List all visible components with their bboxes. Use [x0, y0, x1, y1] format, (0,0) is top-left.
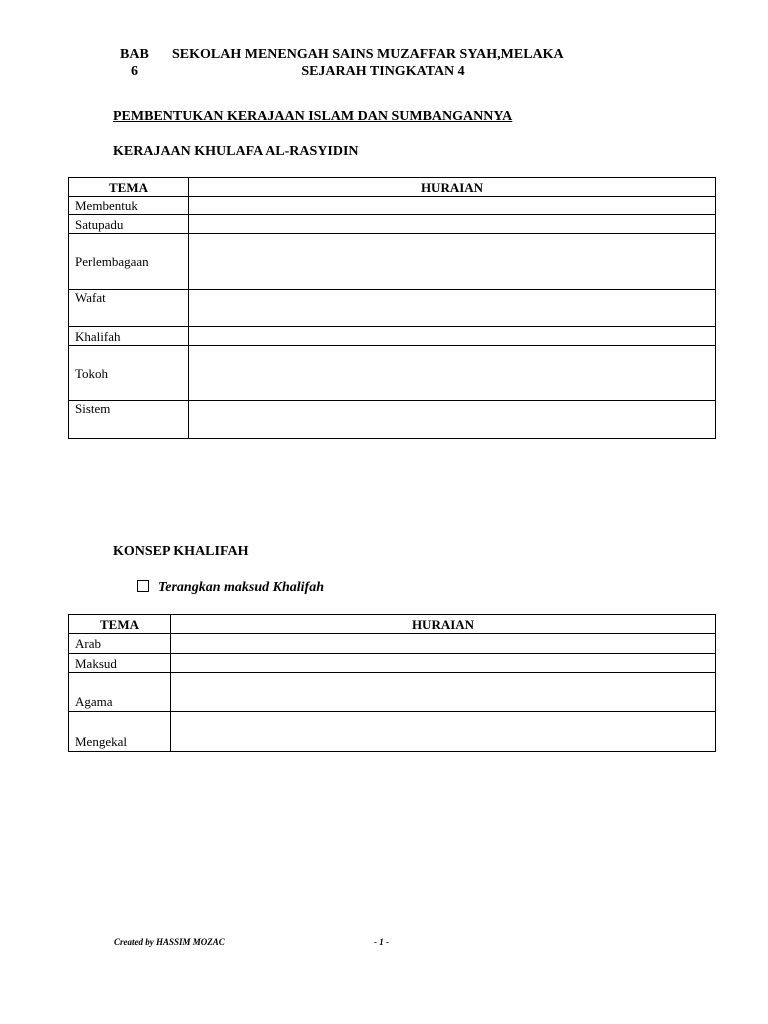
row-tema: Arab: [69, 634, 171, 654]
row-tema: Maksud: [69, 654, 171, 673]
row-tema: Wafat: [69, 290, 189, 327]
row-tema: Tokoh: [69, 346, 189, 401]
row-tema: Mengekal: [69, 712, 171, 752]
checkbox-bullet-icon: [137, 580, 149, 592]
row-huraian[interactable]: [189, 234, 716, 290]
row-huraian[interactable]: [171, 634, 716, 654]
table-row: [69, 215, 716, 234]
table-row: [69, 401, 716, 439]
table-row: [69, 290, 716, 327]
table-khulafa: [68, 177, 716, 439]
bullet-instruction: [137, 579, 324, 596]
row-huraian[interactable]: [171, 673, 716, 712]
table-row: [69, 673, 716, 712]
column-header-huraian: HURAIAN: [189, 178, 716, 197]
row-huraian[interactable]: [189, 290, 716, 327]
row-tema: Perlembagaan: [69, 234, 189, 290]
subject-title: SEJARAH TINGKATAN 4: [301, 64, 465, 79]
table-row: [69, 346, 716, 401]
chapter-label: BAB: [120, 47, 149, 62]
row-tema: Agama: [69, 673, 171, 712]
page-number: - 1 -: [374, 937, 389, 947]
table-row: [69, 654, 716, 673]
page-title: PEMBENTUKAN KERAJAAN ISLAM DAN SUMBANGANNYA: [113, 109, 513, 124]
table-row: [69, 197, 716, 215]
column-header-tema: TEMA: [69, 178, 189, 197]
row-huraian[interactable]: [189, 327, 716, 346]
table-konsep: [68, 614, 716, 752]
row-huraian[interactable]: [189, 346, 716, 401]
section-title-konsep: KONSEP KHALIFAH: [113, 544, 249, 559]
footer-credit: Created by HASSIM MOZAC: [114, 937, 225, 947]
table-row: [69, 234, 716, 290]
table-header-row: [69, 615, 716, 634]
row-tema: Khalifah: [69, 327, 189, 346]
row-tema: Membentuk: [69, 197, 189, 215]
row-huraian[interactable]: [171, 712, 716, 752]
table-row: [69, 712, 716, 752]
row-tema: Sistem: [69, 401, 189, 439]
section-title-khulafa: KERAJAAN KHULAFA AL-RASYIDIN: [113, 144, 359, 159]
table-header-row: [69, 178, 716, 197]
row-huraian[interactable]: [189, 197, 716, 215]
row-huraian[interactable]: [171, 654, 716, 673]
table-row: [69, 327, 716, 346]
table-row: [69, 634, 716, 654]
row-tema: Satupadu: [69, 215, 189, 234]
row-huraian[interactable]: [189, 215, 716, 234]
row-huraian[interactable]: [189, 401, 716, 439]
column-header-tema: TEMA: [69, 615, 171, 634]
chapter-number: 6: [131, 64, 138, 79]
column-header-huraian: HURAIAN: [171, 615, 716, 634]
instruction-text: Terangkan maksud Khalifah: [158, 580, 324, 595]
school-name: SEKOLAH MENENGAH SAINS MUZAFFAR SYAH,MELAKA: [172, 47, 564, 62]
